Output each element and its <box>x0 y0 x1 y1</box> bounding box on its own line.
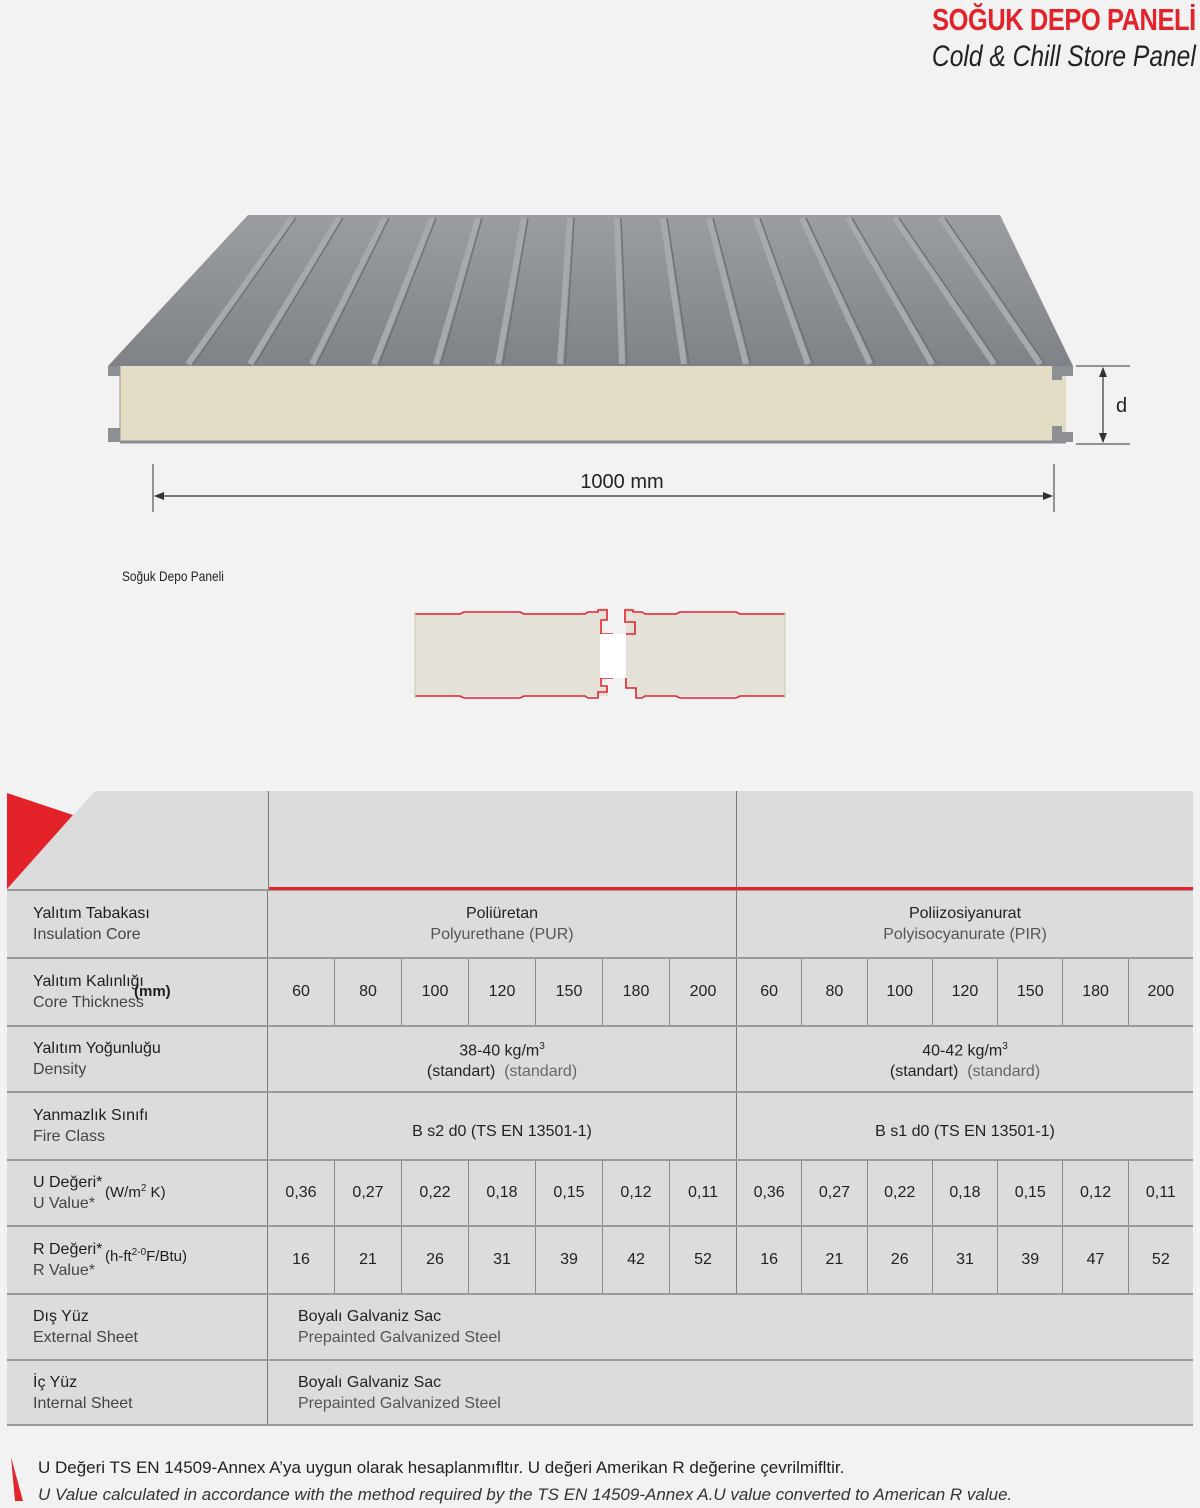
row-label <box>7 1227 268 1293</box>
table-cell: 21 <box>802 1227 867 1293</box>
table-cell: 0,11 <box>1145 1184 1176 1201</box>
table-cell: 60 <box>268 959 335 1025</box>
value-en: Prepainted Galvanized Steel <box>298 1394 501 1412</box>
table-cell: 0,15 <box>998 1161 1063 1225</box>
label-tr: U Değeri* <box>33 1174 103 1191</box>
table-cell: 42 <box>603 1227 670 1293</box>
table-cell: 0,36 <box>737 1161 802 1225</box>
footnote-tr: U Değeri TS EN 14509-Annex A’ya uygun olarak hesaplanmıfltır. U değeri Amerikan R değerine çevrilmifltir. <box>38 1458 845 1477</box>
section-label: Soğuk Depo Paneli <box>122 568 224 584</box>
table-cell: 0,15 <box>536 1161 603 1225</box>
pur-standard: (standart) (standard) <box>426 1063 578 1081</box>
pur-group <box>268 959 737 1025</box>
table-cell: 39 <box>998 1227 1063 1293</box>
pir-core-en: Polyisocyanurate (PIR) <box>883 926 1047 943</box>
pur-fire-class: B s2 d0 (TS EN 13501-1) <box>412 1122 592 1140</box>
pur-group <box>268 891 737 957</box>
label-tr: İç Yüz <box>33 1373 78 1391</box>
internal-sheet-value <box>268 1361 1193 1424</box>
pur-density: 38-40 $kg/m^3$ <box>459 1040 545 1060</box>
unit-label: ($W/m^2$ K) <box>105 1183 166 1201</box>
table-cell: 0,27 <box>335 1161 402 1225</box>
pir-group <box>737 1161 1193 1225</box>
red-corner-mark <box>7 791 107 889</box>
footnote <box>38 1454 1012 1508</box>
pir-group <box>737 1027 1193 1091</box>
label-tr: Yalıtım Yoğunluğu <box>33 1040 161 1057</box>
pur-group <box>268 1027 737 1091</box>
label-tr: Yanmazlık Sınıfı <box>33 1107 149 1124</box>
label-tr: R Değeri* <box>33 1241 103 1258</box>
row-density <box>7 1025 1193 1091</box>
table-cell: 0,18 <box>933 1161 998 1225</box>
thickness-label: d <box>1116 395 1128 417</box>
pur-core-tr: Poliüretan <box>465 905 539 922</box>
table-cell: 100 <box>868 959 933 1025</box>
table-cell: 0,36 <box>268 1161 335 1225</box>
table-cell: 26 <box>402 1227 469 1293</box>
row-label <box>7 959 268 1025</box>
table-cell: 31 <box>933 1227 998 1293</box>
label-tr: Yalıtım Tabakası <box>33 905 150 922</box>
value-tr: Boyalı Galvaniz Sac <box>298 1308 442 1325</box>
spec-table <box>7 791 1193 1426</box>
row-u-value <box>7 1159 1193 1225</box>
panel-top-face <box>108 215 1073 366</box>
pur-group <box>268 1093 737 1159</box>
row-core-thickness <box>7 957 1193 1025</box>
label-tr: Yalıtım Kalınlığı <box>33 973 144 990</box>
label-en: Fire Class <box>33 1128 106 1145</box>
table-cell: 0,12 <box>1063 1161 1128 1225</box>
pir-standard: (standart) (standard) <box>889 1063 1041 1081</box>
pur-group <box>268 1227 737 1293</box>
table-cell: 0,22 <box>868 1161 933 1225</box>
unit-label: (mm) <box>134 983 171 1000</box>
row-internal-sheet <box>7 1359 1193 1426</box>
table-header <box>7 791 1193 889</box>
panel-core-face <box>120 366 1066 442</box>
joint-section-drawing <box>400 600 800 710</box>
table-cell: 16 <box>737 1227 802 1293</box>
table-cell: 26 <box>868 1227 933 1293</box>
title-english: Cold & Chill Store Panel <box>932 40 1196 73</box>
table-cell: 31 <box>469 1227 536 1293</box>
table-cell: 150 <box>998 959 1063 1025</box>
row-insulation-core <box>7 889 1193 957</box>
table-cell: 80 <box>335 959 402 1025</box>
pir-fire-class: B s1 d0 (TS EN 13501-1) <box>875 1122 1055 1140</box>
label-en: Core Thickness <box>33 994 144 1011</box>
table-cell: 60 <box>737 959 802 1025</box>
unit-label: $(h-ft^{2-0}F/Btu)$ <box>105 1247 187 1265</box>
row-r-value <box>7 1225 1193 1293</box>
value-en: Prepainted Galvanized Steel <box>298 1329 501 1346</box>
pir-group <box>737 1227 1193 1293</box>
pur-group <box>268 1161 737 1225</box>
title-turkish: SOĞUK DEPO PANELİ <box>932 2 1196 37</box>
pir-group <box>737 891 1193 957</box>
table-cell: 21 <box>335 1227 402 1293</box>
table-cell: 150 <box>536 959 603 1025</box>
external-sheet-value <box>268 1295 1193 1359</box>
table-cell: 80 <box>802 959 867 1025</box>
page-title <box>874 2 1196 74</box>
table-cell: 0,11 <box>688 1184 718 1201</box>
table-cell: 180 <box>603 959 670 1025</box>
label-en: Insulation Core <box>33 926 141 943</box>
label-en: R Value* <box>33 1262 95 1279</box>
pur-core-en: Polyurethane (PUR) <box>430 926 574 943</box>
label-en: Internal Sheet <box>33 1394 133 1412</box>
table-cell: 180 <box>1063 959 1128 1025</box>
label-en: U Value* <box>33 1195 95 1212</box>
pir-group <box>737 959 1193 1025</box>
table-cell: 0,27 <box>802 1161 867 1225</box>
row-label <box>7 1161 268 1225</box>
footnote-marker-icon <box>9 1457 27 1503</box>
table-cell: 39 <box>536 1227 603 1293</box>
row-label <box>7 1295 268 1359</box>
width-label: 1000 mm <box>580 471 664 493</box>
table-cell: 52 <box>1151 1251 1170 1268</box>
pir-group <box>737 1093 1193 1159</box>
table-cell: 120 <box>469 959 536 1025</box>
row-label <box>7 1361 268 1424</box>
table-cell: 52 <box>694 1251 712 1268</box>
table-cell: 120 <box>933 959 998 1025</box>
table-cell: 100 <box>402 959 469 1025</box>
row-fire-class <box>7 1091 1193 1159</box>
pir-density: 40-42 $kg/m^3$ <box>922 1040 1008 1060</box>
panel-illustration <box>0 200 1200 530</box>
pir-core-tr: Poliizosiyanurat <box>908 905 1022 922</box>
row-label <box>7 1093 268 1159</box>
label-en: External Sheet <box>33 1329 138 1346</box>
table-cell: 200 <box>689 983 717 1000</box>
row-label <box>7 891 268 957</box>
table-cell: 47 <box>1063 1227 1128 1293</box>
row-label <box>7 1027 268 1091</box>
label-tr: Dış Yüz <box>33 1308 89 1325</box>
table-cell: 200 <box>1147 983 1175 1000</box>
footnote-en: U Value calculated in accordance with the method required by the TS EN 14509-Annex A.U value converted to American R value. <box>38 1485 1013 1504</box>
label-en: Density <box>33 1061 87 1078</box>
table-cell: 0,18 <box>469 1161 536 1225</box>
table-cell: 0,22 <box>402 1161 469 1225</box>
table-cell: 16 <box>268 1227 335 1293</box>
row-external-sheet <box>7 1293 1193 1359</box>
value-tr: Boyalı Galvaniz Sac <box>298 1373 442 1391</box>
table-cell: 0,12 <box>603 1161 670 1225</box>
